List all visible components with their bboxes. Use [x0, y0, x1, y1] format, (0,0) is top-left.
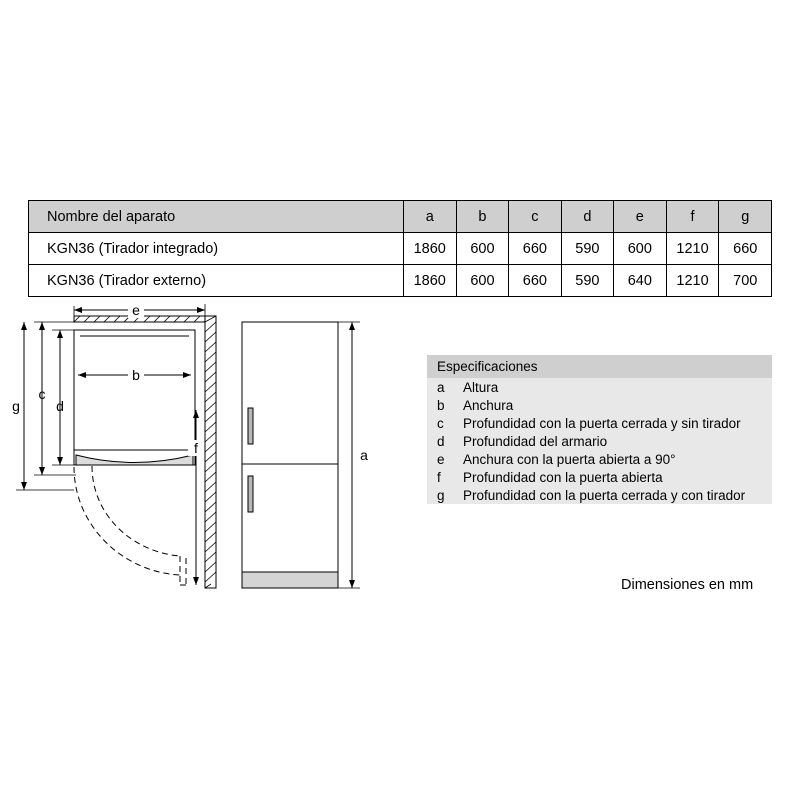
- spec-text: Profundidad con la puerta cerrada y sin tirador: [463, 415, 741, 431]
- spec-text: Profundidad del armario: [463, 433, 608, 449]
- table-header-col-d: d: [561, 201, 613, 233]
- spec-key: f: [437, 469, 441, 485]
- units-note: Dimensiones en mm: [621, 577, 754, 593]
- spec-item-c: [427, 414, 772, 432]
- spec-text: Altura: [463, 379, 499, 395]
- spec-key: c: [437, 415, 444, 431]
- spec-item-d: [427, 432, 772, 450]
- spec-item-a: [427, 378, 772, 396]
- table-row: [29, 233, 772, 265]
- spec-text: Profundidad con la puerta abierta: [463, 469, 663, 485]
- table-cell-value: 640: [614, 265, 666, 297]
- table-cell-value: 700: [719, 265, 772, 297]
- table-cell-value: 660: [509, 233, 561, 265]
- table-cell-model-name: KGN36 (Tirador externo): [29, 265, 404, 297]
- spec-item-b: [427, 396, 772, 414]
- dimensions-table: [28, 200, 772, 297]
- drawing-label-g: g: [12, 398, 20, 414]
- table-header-row: [29, 201, 772, 233]
- spec-key: g: [437, 487, 445, 503]
- specifications-legend: [427, 355, 772, 504]
- spec-text: Profundidad con la puerta cerrada y con tirador: [463, 487, 746, 503]
- appliance-dimension-drawing: [0, 300, 420, 600]
- spec-key: a: [437, 379, 445, 395]
- table-cell-value: 660: [719, 233, 772, 265]
- table-cell-value: 590: [561, 265, 613, 297]
- table-cell-value: 1860: [403, 265, 456, 297]
- drawing-label-b: b: [132, 367, 140, 383]
- drawing-label-e: e: [132, 302, 140, 318]
- table-cell-value: 1210: [666, 233, 719, 265]
- spec-key: e: [437, 451, 445, 467]
- table-header-col-b: b: [456, 201, 508, 233]
- table-header-col-a: a: [403, 201, 456, 233]
- table-header-col-f: f: [666, 201, 719, 233]
- spec-item-g: [427, 486, 772, 504]
- drawing-label-f: f: [194, 440, 198, 456]
- table-cell-model-name: KGN36 (Tirador integrado): [29, 233, 404, 265]
- spec-key: b: [437, 397, 445, 413]
- spec-key: d: [437, 433, 445, 449]
- table-header-col-e: e: [614, 201, 666, 233]
- spec-text: Anchura con la puerta abierta a 90°: [463, 451, 676, 467]
- drawing-label-a: a: [360, 447, 368, 463]
- drawing-label-c: c: [38, 386, 46, 402]
- table-cell-value: 600: [456, 233, 508, 265]
- specifications-title: Especificaciones: [427, 355, 772, 378]
- table-row: [29, 265, 772, 297]
- table-cell-value: 590: [561, 233, 613, 265]
- table-cell-value: 600: [614, 233, 666, 265]
- table-header-col-c: c: [509, 201, 561, 233]
- table-header-col-g: g: [719, 201, 772, 233]
- table-cell-value: 1210: [666, 265, 719, 297]
- drawing-label-d: d: [56, 398, 64, 414]
- spec-item-f: [427, 468, 772, 486]
- table-cell-value: 660: [509, 265, 561, 297]
- table-cell-value: 1860: [403, 233, 456, 265]
- spec-item-e: [427, 450, 772, 468]
- table-header-name: Nombre del aparato: [29, 201, 404, 233]
- spec-text: Anchura: [463, 397, 514, 413]
- table-cell-value: 600: [456, 265, 508, 297]
